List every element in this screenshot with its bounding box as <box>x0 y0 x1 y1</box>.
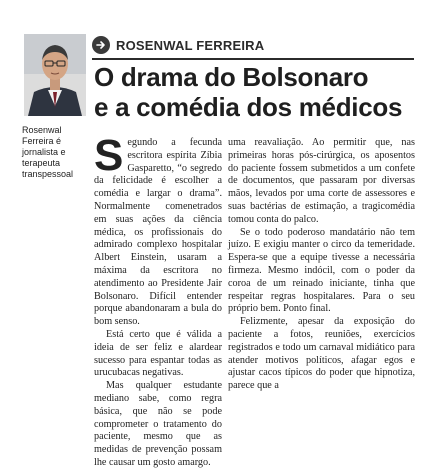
paragraph: Mas qualquer estudante mediano sabe, como regra básica, que não se pode comprometer o tratamento do paciente, mesmo que as medidas de prevenção possam lhe causar um gosto amargo. <box>94 380 222 468</box>
drop-cap: S <box>94 131 124 180</box>
header-rule <box>92 58 414 60</box>
paragraph-text: egundo a fecunda escritora espírita Zíbia Gasparetto, “o segredo da felicidade é escolher a comédia e largar o drama”. Normalmente comenetrados em suas ações da ciência médica, os profissionais do admirado complexo hospitalar Albert Einstein, usaram a máxima da escritora no atendimento ao Presidente Jair Bolsonaro. Difícil entender porque abandonaram a bula do bom senso. <box>94 137 222 328</box>
article-column-2 <box>228 137 415 393</box>
paragraph <box>94 131 222 329</box>
author-photo <box>24 34 86 116</box>
paragraph: Está certo que é válida a ideia de ser feliz e alardear sucesso para espantar todas as urucubacas negativas. <box>94 328 222 379</box>
author-portrait-image <box>24 34 86 116</box>
author-name: ROSENWAL FERREIRA <box>116 37 265 53</box>
headline-line-2: e a comédia dos médicos <box>94 92 403 122</box>
author-header <box>92 36 264 54</box>
paragraph: Felizmente, apesar da exposição do paciente a fotos, reuniões, exercícios registrados e todo um carnaval midiático para atender motivos políticos, afagar egos e ajustar cacos típicos do poder que hipnotiza, parece que a <box>228 316 415 392</box>
paragraph: Se o todo poderoso mandatário não tem juízo. E exigiu manter o circo da temeridade. Espera-se que a equipe tivesse a necessária firmeza. Mesmo indócil, com o poder da coroa de um reinado iniciante, tinha que respeitar regras hospitalares. Para o seu próprio bem. Ponto final. <box>228 226 415 315</box>
arrow-right-circle-icon <box>92 36 110 54</box>
headline <box>94 62 414 122</box>
paragraph: uma reavaliação. Ao permitir que, nas primeiras horas pós-cirúrgica, os aposentos do paciente fossem submetidos a um confete de documentos, que passaram por diversas mãos, levados por uma corte de assessores e suas bactérias de estimação, a tragicomédia tomou conta do palco. <box>228 137 415 225</box>
author-bio: Rosenwal Ferreira é jornalista e terapeuta transpessoal <box>22 125 74 179</box>
headline-line-1: O drama do Bolsonaro <box>94 62 369 92</box>
